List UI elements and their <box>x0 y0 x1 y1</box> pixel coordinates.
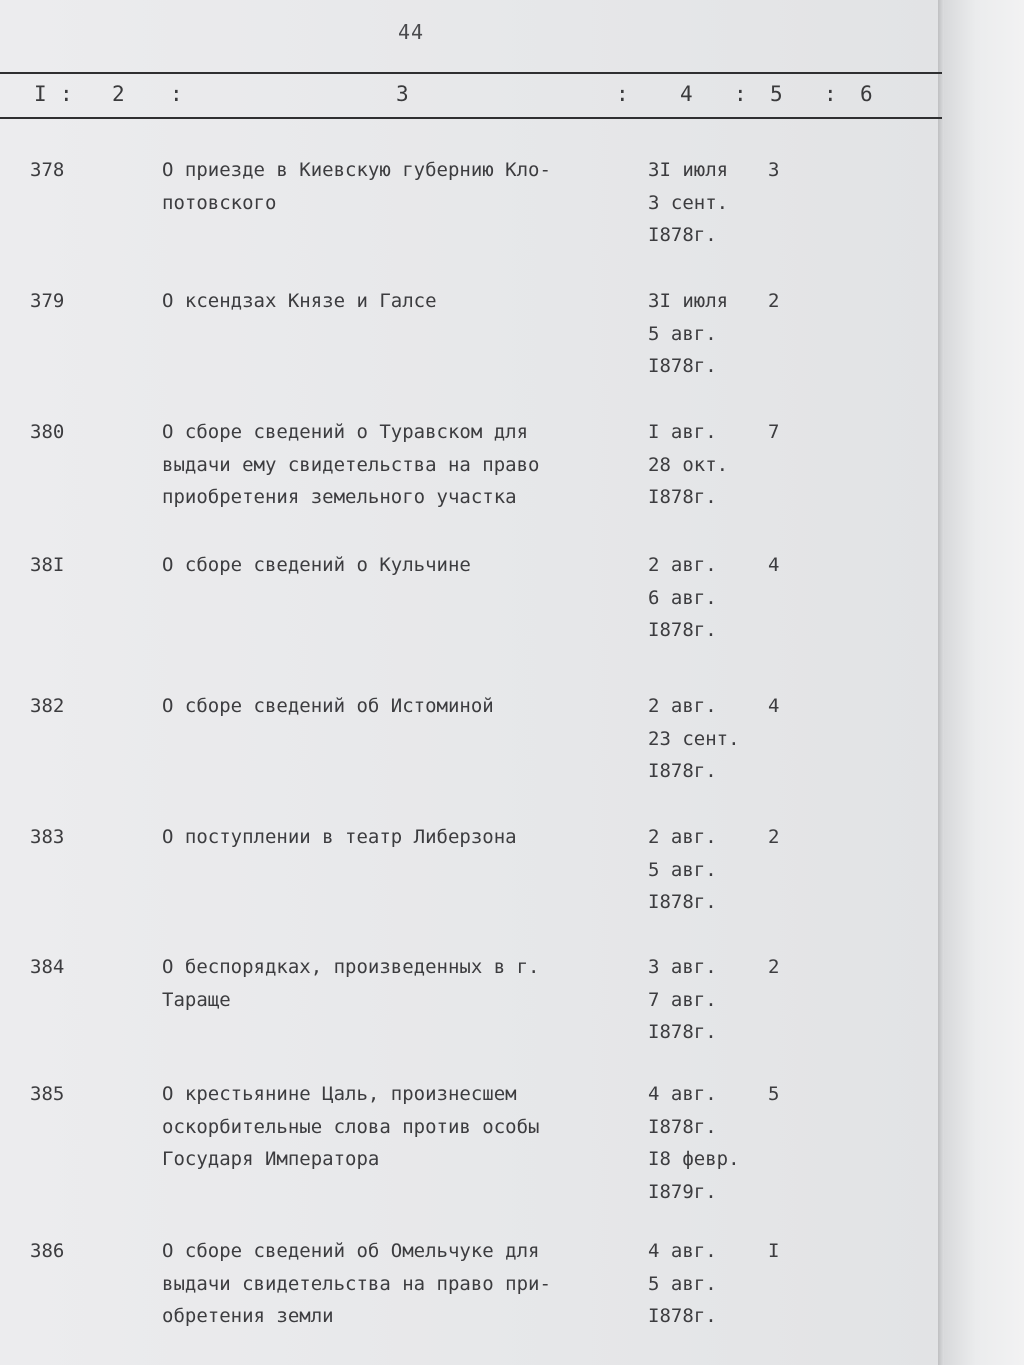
case-dates <box>648 821 766 919</box>
header-top-rule <box>0 72 942 74</box>
sheet-count: 3 <box>768 159 780 181</box>
case-date: 3I июля <box>648 159 729 181</box>
case-number: 386 <box>30 1240 65 1262</box>
case-title <box>162 1078 632 1176</box>
case-date: I878г. <box>648 355 717 377</box>
case-number: 380 <box>30 421 65 443</box>
case-number: 382 <box>30 695 65 717</box>
case-title <box>162 821 632 854</box>
case-date: 2 авг. <box>648 826 717 848</box>
case-date: I878г. <box>648 486 717 508</box>
column-header-5: 5 <box>770 82 783 106</box>
column-header-2: 2 <box>112 82 125 106</box>
case-title <box>162 416 632 514</box>
case-date: 3 сент. <box>648 191 729 214</box>
case-title <box>162 1235 632 1333</box>
column-separator: : <box>170 82 183 106</box>
case-title-line: приобретения земельного участка <box>162 486 517 508</box>
case-date: 23 сент. <box>648 727 740 750</box>
case-title <box>162 951 632 1016</box>
case-number: 384 <box>30 956 65 978</box>
column-header-4: 4 <box>680 82 693 106</box>
case-number: 383 <box>30 826 65 848</box>
case-date: 4 авг. <box>648 1083 717 1105</box>
case-title-line: О поступлении в театр Либерзона <box>162 826 517 848</box>
case-dates <box>648 416 766 514</box>
case-date: I авг. <box>648 421 717 443</box>
case-number: 379 <box>30 290 65 312</box>
case-title-line: О крестьянине Цаль, произнесшем <box>162 1083 517 1105</box>
case-date: I878г. <box>648 619 717 641</box>
case-date: I878г. <box>648 891 717 913</box>
case-date: 5 авг. <box>648 858 717 881</box>
sheet-count: 2 <box>768 290 780 312</box>
sheet-count: 5 <box>768 1083 780 1105</box>
case-date: 3 авг. <box>648 956 717 978</box>
case-dates <box>648 154 766 252</box>
case-title-line: О ксендзах Князе и Галсе <box>162 290 437 312</box>
column-header-6: 6 <box>860 82 873 106</box>
sheet-count: 4 <box>768 695 780 717</box>
case-date: 28 окт. <box>648 453 729 476</box>
column-header-3: 3 <box>396 82 409 106</box>
header-bottom-rule <box>0 117 942 119</box>
case-number: 38I <box>30 554 65 576</box>
case-title <box>162 690 632 723</box>
case-date: 5 авг. <box>648 1272 717 1295</box>
case-date: I878г. <box>648 1305 717 1327</box>
case-title-line: потовского <box>162 191 277 214</box>
case-dates <box>648 549 766 647</box>
case-title-line: О сборе сведений о Кульчине <box>162 554 471 576</box>
column-separator: : <box>734 82 747 106</box>
page-number: 44 <box>398 20 425 44</box>
case-date: 7 авг. <box>648 988 717 1011</box>
case-number: 378 <box>30 159 65 181</box>
case-date: 3I июля <box>648 290 729 312</box>
case-title-line: Тараще <box>162 988 231 1011</box>
case-title-line: О сборе сведений об Истоминой <box>162 695 494 717</box>
case-date: 5 авг. <box>648 322 717 345</box>
case-date: I878г. <box>648 1021 717 1043</box>
case-date: I8 февр. <box>648 1148 740 1170</box>
column-header-1: I <box>34 82 47 106</box>
case-date: 2 авг. <box>648 695 717 717</box>
case-date: I878г. <box>648 224 717 246</box>
case-date: I879г. <box>648 1180 717 1203</box>
case-title-line: О сборе сведений о Туравском для <box>162 421 529 443</box>
sheet-count: 7 <box>768 421 780 443</box>
case-title-line: выдачи ему свидетельства на право <box>162 453 540 476</box>
sheet-count: I <box>768 1240 780 1262</box>
case-title-line: выдачи свидетельства на право при- <box>162 1272 551 1295</box>
sheet-count: 4 <box>768 554 780 576</box>
sheet-count: 2 <box>768 956 780 978</box>
case-dates <box>648 1078 766 1208</box>
case-date: 6 авг. <box>648 586 717 609</box>
case-date: I878г. <box>648 1115 717 1138</box>
case-title-line: О приезде в Киевскую губернию Кло- <box>162 159 551 181</box>
case-dates <box>648 285 766 383</box>
case-title-line: оскорбительные слова против особы <box>162 1115 540 1138</box>
case-dates <box>648 1235 766 1333</box>
case-dates <box>648 690 766 788</box>
sheet-count: 2 <box>768 826 780 848</box>
case-title-line: Государя Императора <box>162 1148 380 1170</box>
case-dates <box>648 951 766 1049</box>
case-title-line: О сборе сведений об Омельчуке для <box>162 1240 540 1262</box>
column-separator: : <box>824 82 837 106</box>
case-title <box>162 549 632 582</box>
case-title <box>162 154 632 219</box>
case-date: I878г. <box>648 760 717 782</box>
case-title <box>162 285 632 318</box>
column-separator: : <box>616 82 629 106</box>
page-margin <box>944 0 1024 1365</box>
case-title-line: обретения земли <box>162 1305 334 1327</box>
column-separator: : <box>60 82 73 106</box>
case-number: 385 <box>30 1083 65 1105</box>
case-date: 2 авг. <box>648 554 717 576</box>
case-date: 4 авг. <box>648 1240 717 1262</box>
case-title-line: О беспорядках, произведенных в г. <box>162 956 540 978</box>
